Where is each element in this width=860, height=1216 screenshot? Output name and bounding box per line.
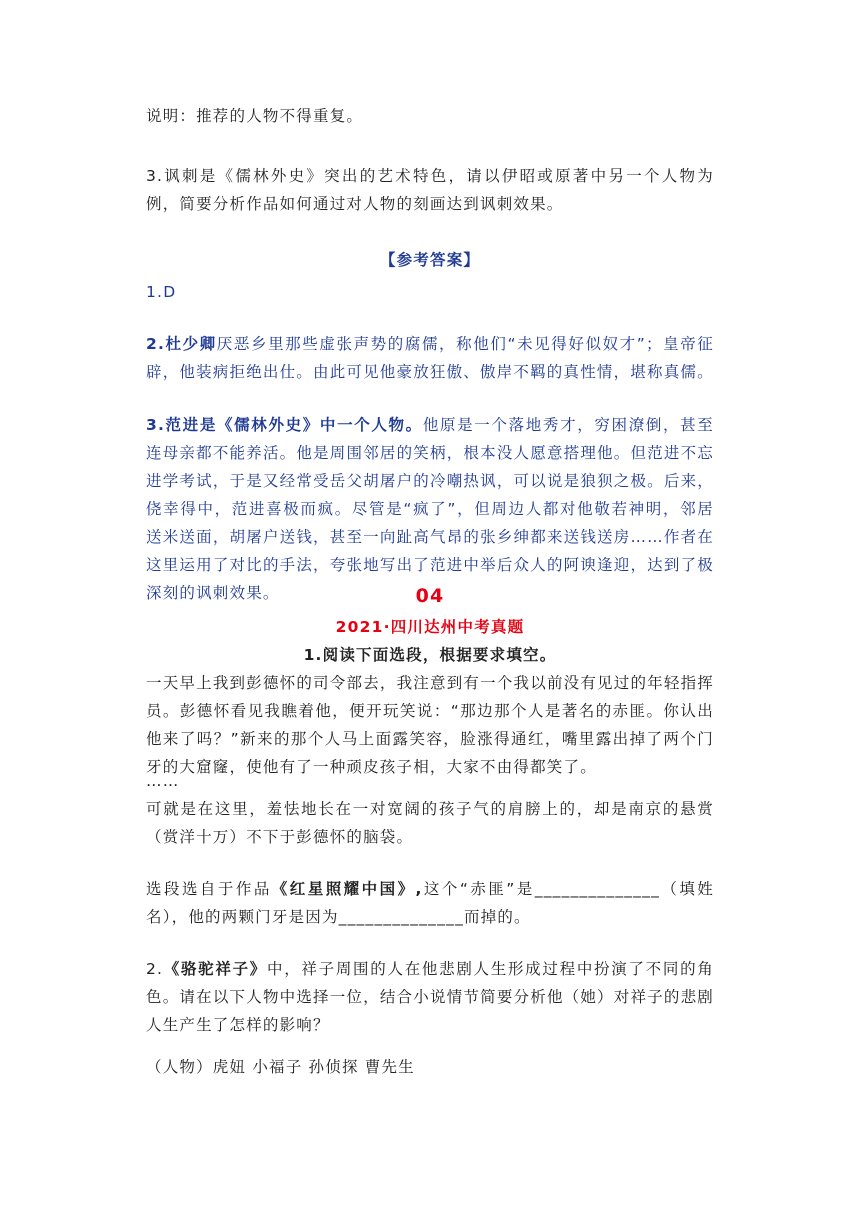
answer-2-lead: 2.杜少卿 [146, 335, 217, 353]
answer-3-body: 他原是一个落地秀才，穷困潦倒，甚至连母亲都不能养活。他是周围邻居的笑柄，根本没人愿意搭理他。但范进不忘进学考试，于是又经常受岳父胡屠户的冷嘲热讽，可以说是狼狈之极。后来，侥幸得中，范进喜极而疯。尽管是“疯了”，但周边人都对他敬若神明，邻居送米送面，胡屠户送钱，甚至一向趾高气昂的张乡绅都来送钱送房……作者在这里运用了对比的手法，夸张地写出了范进中举后众人的阿谀逢迎，达到了极深刻的讽刺效果。 [146, 416, 715, 602]
question-2 [146, 955, 714, 1039]
fill-book-title: 《红星照耀中国》, [271, 880, 423, 898]
answer-heading: 【参考答案】 [379, 251, 481, 269]
answer-2 [146, 330, 714, 386]
answer-2-body: 厌恶乡里那些虚张声势的腐儒，称他们“未见得好似奴才”；皇帝征辟，他装病拒绝出仕。由此可见他豪放狂傲、傲岸不羁的真性情，堪称真儒。 [146, 335, 714, 381]
fill-intro: 选段选自于作品 [146, 880, 272, 898]
question-2-number: 2. [146, 960, 164, 978]
passage-ellipsis: …… [146, 772, 180, 790]
question-1-heading: 1.阅读下面选段，根据要求填空。 [303, 646, 557, 664]
fill-question [146, 875, 714, 931]
character-list: （人物）虎妞 小福子 孙侦探 曹先生 [146, 1058, 415, 1076]
note-text: 说明：推荐的人物不得重复。 [146, 107, 364, 125]
passage-1: 一天早上我到彭德怀的司令部去，我注意到有一个我以前没有见过的年轻指挥员。彭德怀看见我瞧着他，便开玩笑说：“那边那个人是著名的赤匪。你认出他来了吗？”新来的那个人马上面露笑容，脸涨得通红，嘴里露出掉了两个门牙的大窟窿，使他有了一种顽皮孩子相，大家不由得都笑了。 [146, 674, 714, 776]
question-2-book-title: 《骆驼祥子》 [163, 960, 267, 978]
passage-2: 可就是在这里，羞怯地长在一对宽阔的孩子气的肩膀上的，却是南京的悬赏（赏洋十万）不下于彭德怀的脑袋。 [146, 800, 714, 846]
section-number: 04 [415, 585, 445, 607]
question-3: 3.讽刺是《儒林外史》突出的艺术特色，请以伊昭或原著中另一个人物为例，简要分析作品如何通过对人物的刻画达到讽刺效果。 [146, 167, 714, 213]
question-2-body: 中，祥子周围的人在他悲剧人生形成过程中扮演了不同的角色。请在以下人物中选择一位，结合小说情节简要分析他（她）对祥子的悲剧人生产生了怎样的影响？ [146, 960, 715, 1034]
fill-blanks: 这个“赤匪”是______________（填姓名），他的两颗门牙是因为______________而掉的。 [146, 880, 714, 926]
answer-1: 1.D [146, 283, 177, 301]
answer-3-lead: 3.范进是《儒林外史》中一个人物。 [146, 416, 423, 434]
answer-3 [146, 411, 714, 607]
section-title: 2021·四川达州中考真题 [335, 618, 525, 636]
